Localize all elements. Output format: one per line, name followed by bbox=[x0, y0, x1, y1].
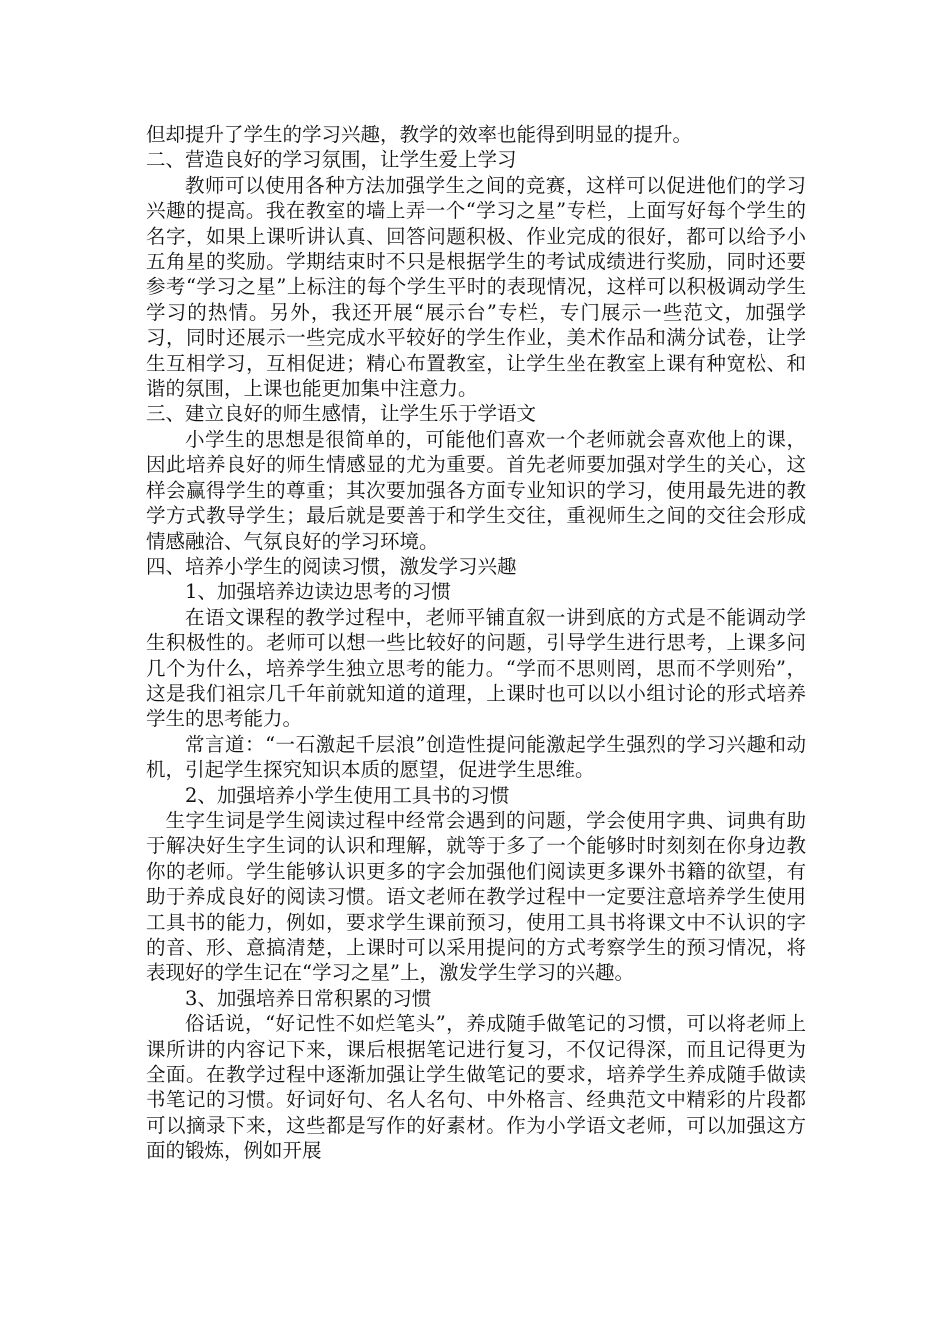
paragraph: 生字生词是学生阅读过程中经常会遇到的问题，学会使用字典、词典有助于解决好生字生词的认识和理解，就等于多了一个能够时时刻刻在你身边教你的老师。学生能够认识更多的字会加强他们阅读更多课外书籍的欲望，有助于养成良好的阅读习惯。语文老师在教学过程中一定要注意培养学生使用工具书的能力，例如，要求学生课前预习，使用工具书将课文中不认识的字的音、形、意搞清楚，上课时可以采用提问的方式考察学生的预习情况，将表现好的学生记在“学习之星”上，激发学生学习的兴趣。 bbox=[146, 808, 806, 985]
paragraph: 常言道：“一石激起千层浪”创造性提问能激起学生强烈的学习兴趣和动机，引起学生探究知识本质的愿望，促进学生思维。 bbox=[146, 732, 806, 782]
section-heading-3: 三、建立良好的师生感情，让学生乐于学语文 bbox=[146, 402, 537, 426]
subsection-heading-2: 2、加强培养小学生使用工具书的习惯 bbox=[185, 783, 510, 807]
paragraph: 小学生的思想是很简单的，可能他们喜欢一个老师就会喜欢他上的课，因此培养良好的师生情感显的尤为重要。首先老师要加强对学生的关心，这样会赢得学生的尊重；其次要加强各方面专业知识的学习，使用最先进的教学方式教导学生；最后就是要善于和学生交往，重视师生之间的交往会形成情感融洽、气氛良好的学习环境。 bbox=[146, 427, 806, 553]
body-text bbox=[146, 122, 806, 1164]
paragraph: 教师可以使用各种方法加强学生之间的竞赛，这样可以促进他们的学习兴趣的提高。我在教室的墙上弄一个“学习之星”专栏，上面写好每个学生的名字，如果上课听讲认真、回答问题积极、作业完成的很好，都可以给予小五角星的奖励。学期结束时不只是根据学生的考试成绩进行奖励，同时还要参考“学习之星”上标注的每个学生平时的表现情况，这样可以积极调动学生学习的热情。另外，我还开展“展示台”专栏，专门展示一些范文，加强学习，同时还展示一些完成水平较好的学生作业，美术作品和满分试卷，让学生互相学习，互相促进；精心布置教室，让学生坐在教室上课有种宽松、和谐的氛围，上课也能更加集中注意力。 bbox=[146, 173, 806, 401]
section-heading-4: 四、培养小学生的阅读习惯，激发学习兴趣 bbox=[146, 554, 517, 578]
paragraph-continuation: 但却提升了学生的学习兴趣，教学的效率也能得到明显的提升。 bbox=[146, 123, 693, 146]
section-heading-2: 二、营造良好的学习氛围，让学生爱上学习 bbox=[146, 148, 517, 172]
paragraph: 俗话说，“好记性不如烂笔头”，养成随手做笔记的习惯，可以将老师上课所讲的内容记下来，课后根据笔记进行复习，不仅记得深，而且记得更为全面。在教学过程中逐渐加强让学生做笔记的要求，培养学生养成随手做读书笔记的习惯。好词好句、名人名句、中外格言、经典范文中精彩的片段都可以摘录下来，这些都是写作的好素材。作为小学语文老师，可以加强这方面的锻炼，例如开展 bbox=[146, 1012, 806, 1163]
subsection-heading-3: 3、加强培养日常积累的习惯 bbox=[185, 986, 432, 1010]
paragraph: 在语文课程的教学过程中，老师平铺直叙一讲到底的方式是不能调动学生积极性的。老师可以想一些比较好的问题，引导学生进行思考，上课多问几个为什么，培养学生独立思考的能力。“学而不思则罔，思而不学则殆”，这是我们祖宗几千年前就知道的道理，上课时也可以以小组讨论的形式培养学生的思考能力。 bbox=[146, 605, 806, 731]
subsection-heading-1: 1、加强培养边读边思考的习惯 bbox=[185, 580, 451, 604]
